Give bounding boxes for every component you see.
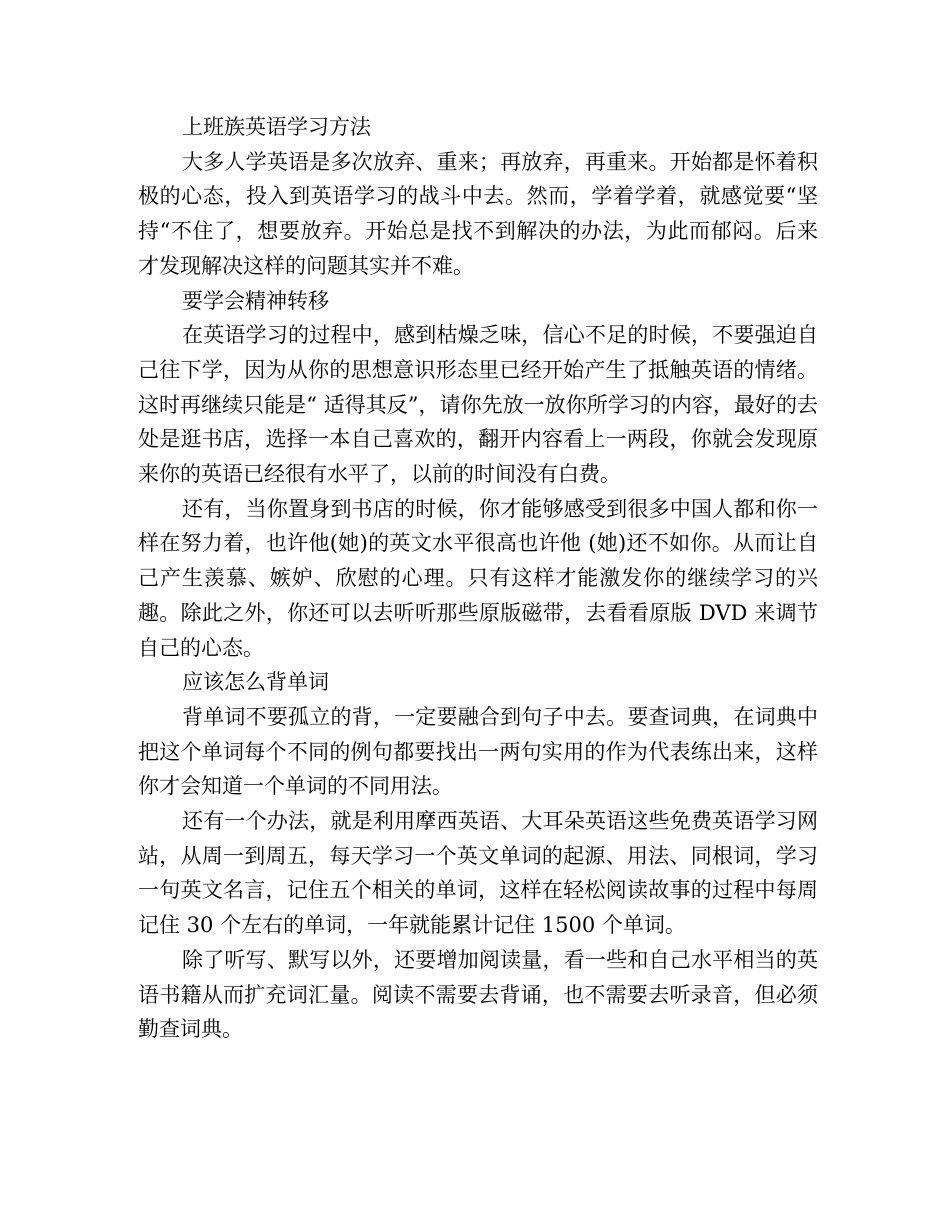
paragraph: 背单词不要孤立的背，一定要融合到句子中去。要查词典，在词典中把这个单词每个不同的例句都要找出一两句实用的作为代表练出来，这样你才会知道一个单词的不同用法。: [138, 704, 818, 799]
paragraph: 还有，当你置身到书店的时候，你才能够感受到很多中国人都和你一样在努力着，也许他(她)的英文水平很高也许他 (她)还不如你。从而让自己产生羡慕、嫉妒、欣慰的心理。只有这样才能激发你的继续学习的兴趣。除此之外，你还可以去听听那些原版磁带，去看看原版 DVD 来调节自己的心态。: [138, 496, 818, 660]
section-heading-memorize-words: 应该怎么背单词: [182, 670, 329, 695]
intro-paragraph: 大多人学英语是多次放弃、重来；再放弃，再重来。开始都是怀着积极的心态，投入到英语学习的战斗中去。然而，学着学着，就感觉要“坚持“不住了，想要放弃。开始总是找不到解决的办法，为此而郁闷。后来才发现解决这样的问题其实并不难。: [138, 149, 818, 278]
paragraph: 还有一个办法，就是利用摩西英语、大耳朵英语这些免费英语学习网站，从周一到周五，每天学习一个英文单词的起源、用法、同根词，学习一句英文名言，记住五个相关的单词，这样在轻松阅读故事的过程中每周记住 30 个左右的单词，一年就能累计记住 1500 个单词。: [138, 809, 818, 938]
paragraph: 除了听写、默写以外，还要增加阅读量，看一些和自己水平相当的英语书籍从而扩充词汇量。阅读不需要去背诵，也不需要去听录音，但必须勤查词典。: [138, 947, 818, 1042]
section-heading-mental-shift: 要学会精神转移: [182, 288, 329, 313]
document-body: [138, 110, 818, 1047]
document-title: 上班族英语学习方法: [182, 115, 371, 139]
paragraph: 在英语学习的过程中，感到枯燥乏味，信心不足的时候，不要强迫自己往下学，因为从你的思想意识形态里已经开始产生了抵触英语的情绪。这时再继续只能是“ 适得其反”，请你先放一放你所学习的内容，最好的去处是逛书店，选择一本自己喜欢的，翻开内容看上一两段，你就会发现原来你的英语已经很有水平了，以前的时间没有白费。: [138, 323, 818, 487]
